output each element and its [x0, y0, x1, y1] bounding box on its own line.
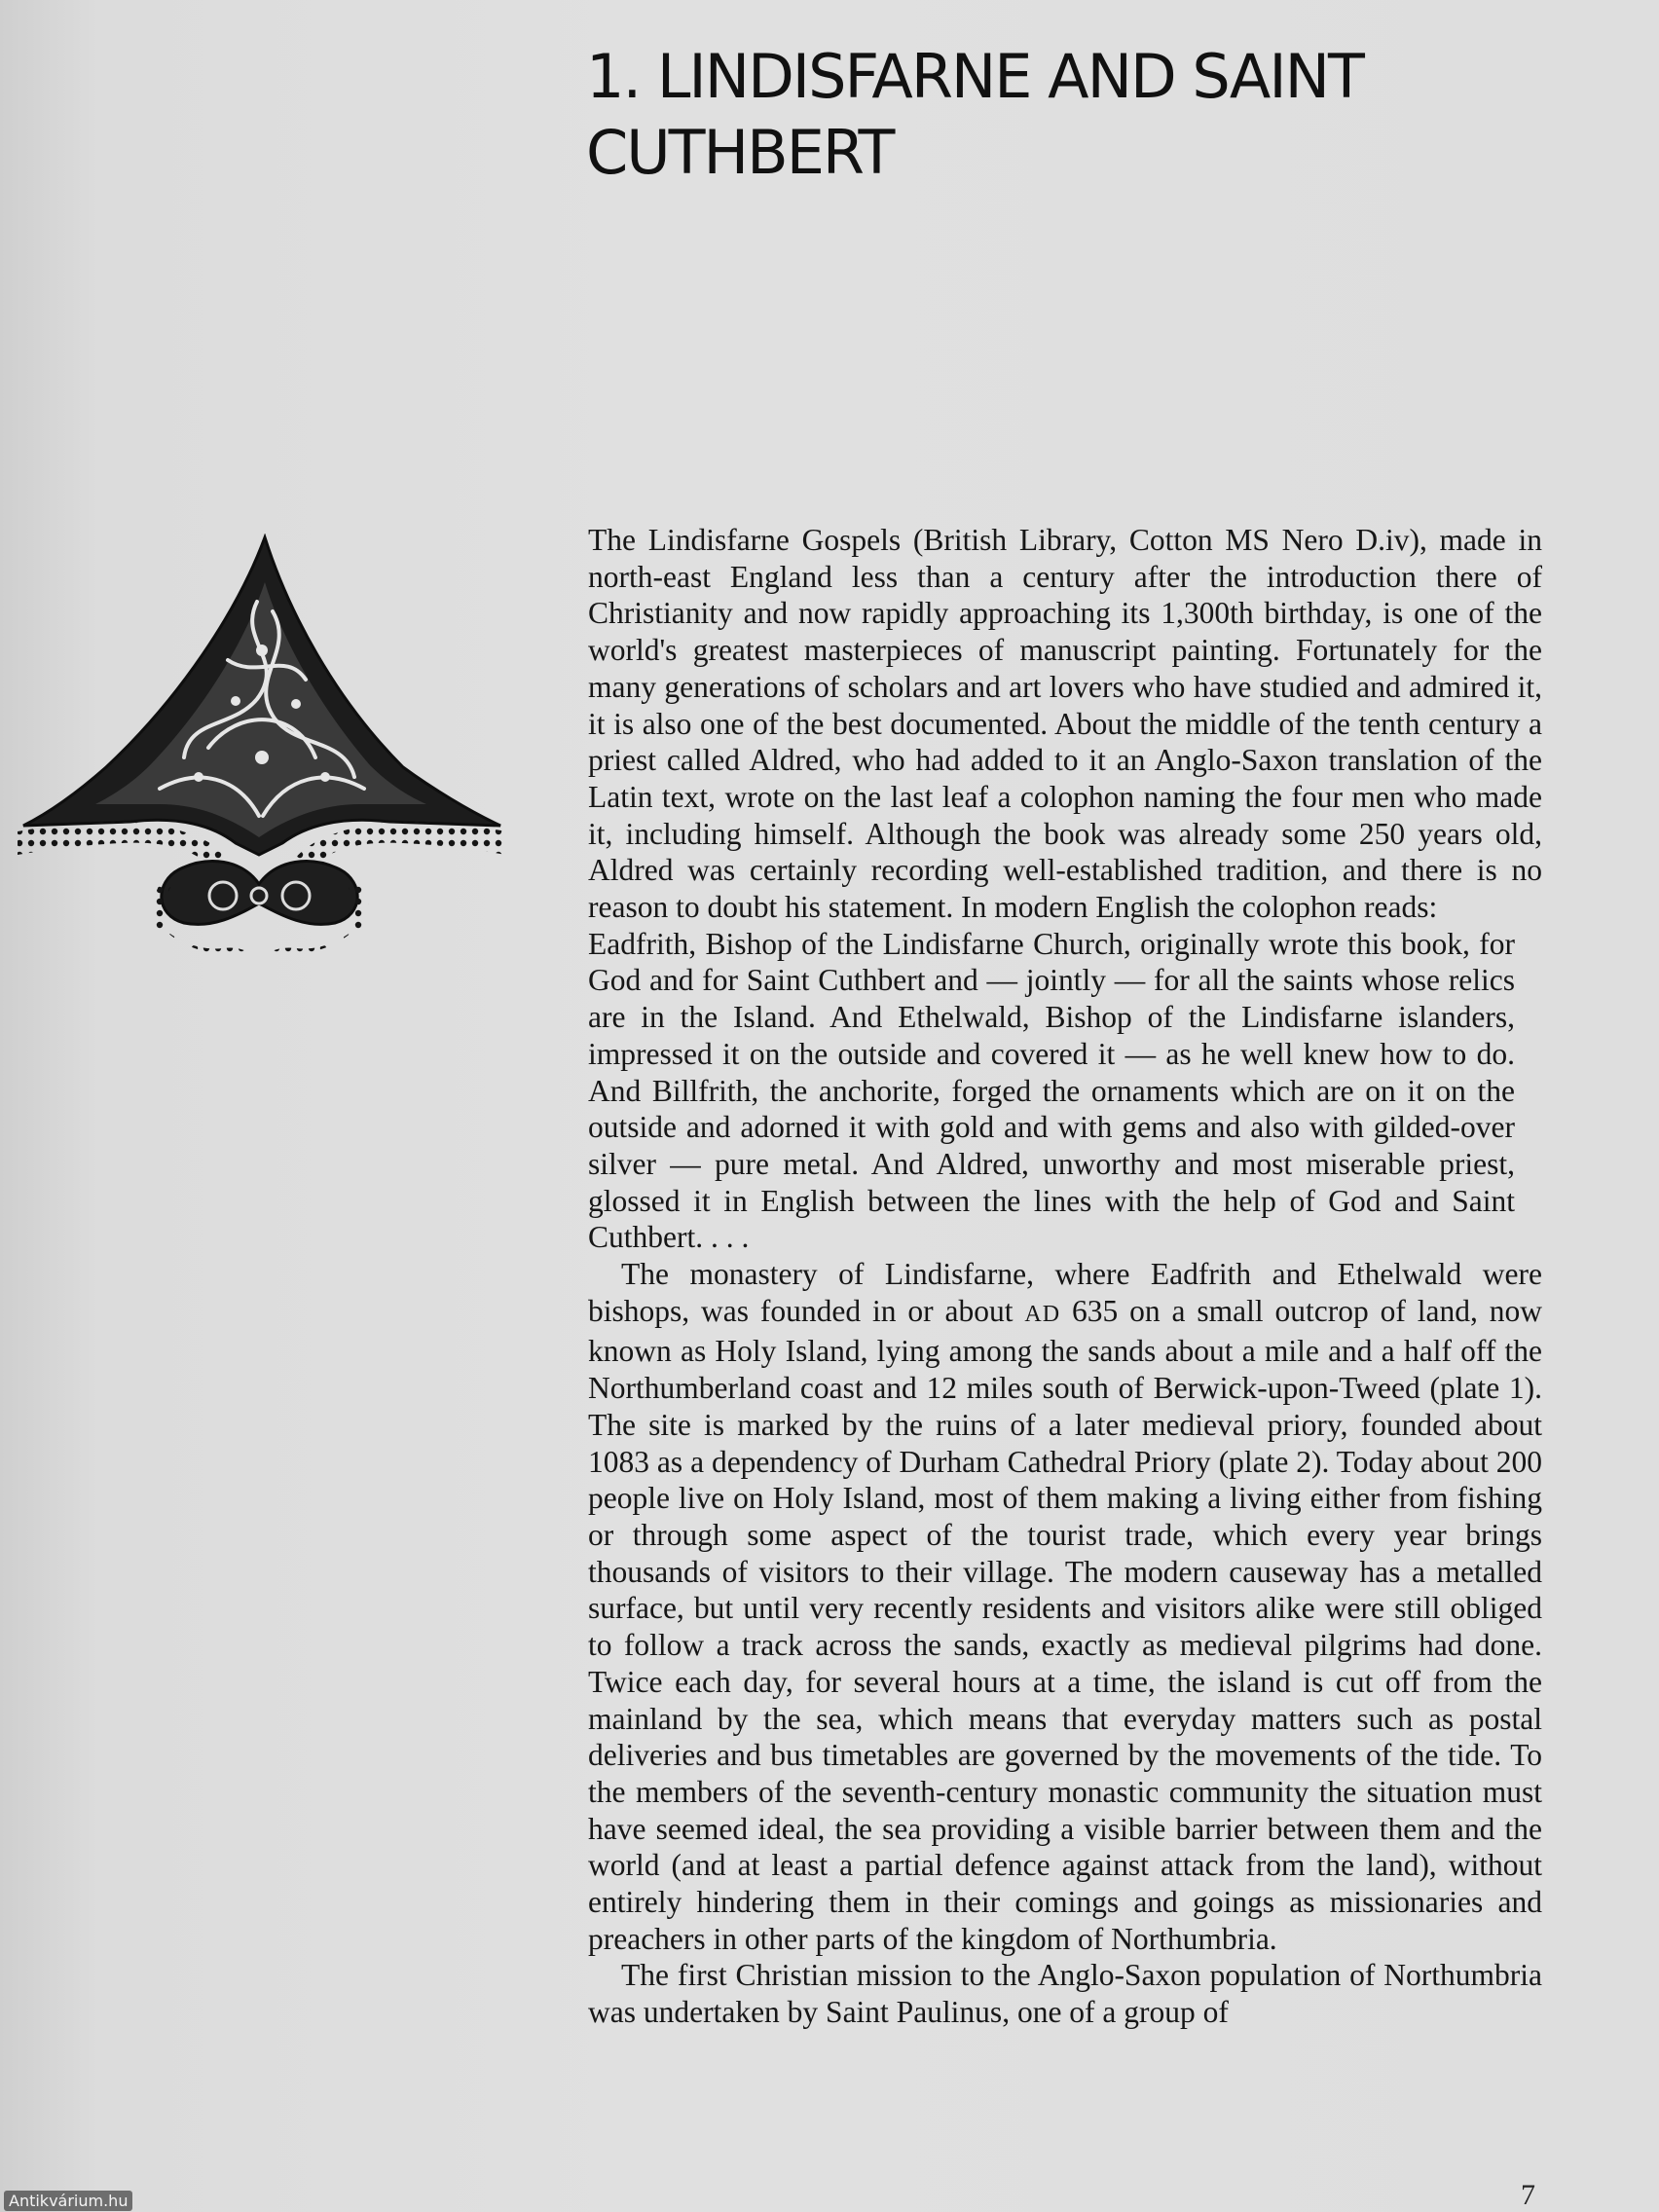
- monastery-paragraph: [588, 1256, 1542, 1957]
- illuminated-initial-ornament: [14, 534, 510, 1020]
- monastery-text-start: The monastery of Lindisfarne, where Eadfrith and Ethelwald were bishops, was founded in or about: [588, 1257, 1542, 1328]
- intro-paragraph: The Lindisfarne Gospels (British Library, Cotton MS Nero D.iv), made in north-east England less than a century after the introduction there of Christianity and now rapidly approaching its 1,300th birthday, is one of the world's greatest masterpieces of manuscript painting. Fortunately for the many generations of scholars and art lovers who have studied and admired it, it is also one of the best documented. About the middle of the tenth century a priest called Aldred, who had added to it an Anglo-Saxon translation of the Latin text, wrote on the last leaf a colophon naming the four men who made it, including himself. Although the book was already some 250 years old, Aldred was certainly recording well-established tradition, and there is no reason to doubt his statement. In modern English the colophon reads:: [588, 523, 1542, 925]
- page-title: 1. LINDISFARNE AND SAINT CUTHBERT: [586, 41, 1363, 188]
- monastery-text-rest: 635 on a small outcrop of land, now known as Holy Island, lying among the sands about a mile and a half off the Northumberland coast and 12 miles south of Berwick-upon-Tweed (plate 1). The site is marked by the ruins of a later medieval priory, founded about 1083 as a dependency of Durham Cathedral Priory (plate 2). Today about 200 people live on Holy Island, most of them making a living either from fishing or through some aspect of the tourist trade, which every year brings thousands of visitors to their village. The modern causeway has a metalled surface, but until very recently residents and visitors alike were still obliged to follow a track across the sands, exactly as medieval pilgrims had done. Twice each day, for several hours at a time, the island is cut off from the mainland by the sea, which means that everyday matters such as postal deliveries and bus timetables are governed by the movements of the tide. To the members of the seventh-century monastic community the situation must have seemed ideal, the sea providing a visible barrier between them and the world (and at least a partial defence against attack from the land), without entirely hindering them in their comings and goings as missionaries and preachers in other parts of the kingdom of Northumbria.: [588, 1293, 1543, 1956]
- colophon-quote: Eadfrith, Bishop of the Lindisfarne Church, originally wrote this book, for God and for Saint Cuthbert and — jointly — for all the saints whose relics are in the Island. And Ethelwald, Bishop of the Lindisfarne islanders, impressed it on the outside and covered it — as he well knew how to do. And Billfrith, the anchorite, forged the ornaments which are on it on the outside and adorned it with gold and with gems and also with gilded-over silver — pure metal. And Aldred, unworthy and most miserable priest, glossed it in English between the lines with the help of God and Saint Cuthbert. . . .: [588, 926, 1515, 1255]
- mission-paragraph: The first Christian mission to the Anglo-Saxon population of Northumbria was undertaken by Saint Paulinus, one of a group of: [588, 1958, 1542, 2030]
- era-abbreviation: AD: [1024, 1301, 1061, 1327]
- watermark: Antikvárium.hu: [4, 2191, 132, 2211]
- body-text: [588, 522, 1542, 2031]
- page-number: 7: [1521, 2179, 1535, 2211]
